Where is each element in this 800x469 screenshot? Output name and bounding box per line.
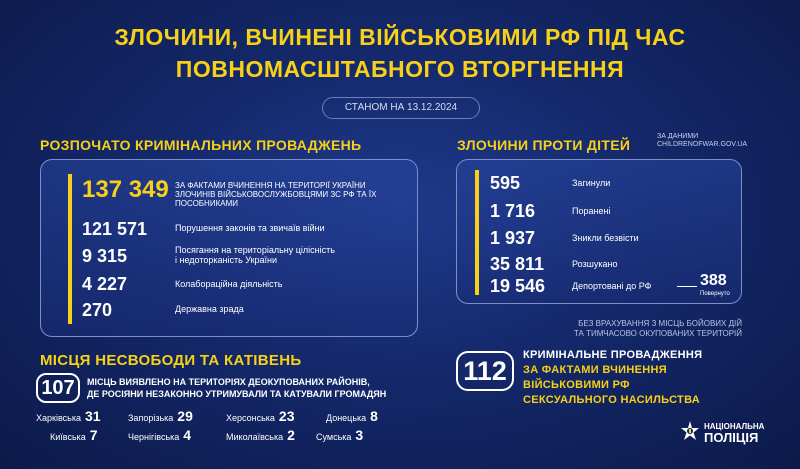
children-item-value: 1 937 (490, 228, 536, 248)
children-note-line1: БЕЗ ВРАХУВАННЯ З МІСЦЬ БОЙОВИХ ДІЙ (578, 319, 742, 328)
region-item (226, 408, 295, 424)
region-item (316, 427, 363, 443)
region-name: Київська (50, 432, 86, 442)
region-value: 31 (84, 408, 101, 424)
region-value: 29 (177, 408, 193, 424)
children-item-label: Розшукано (572, 259, 618, 269)
region-value: 3 (355, 427, 364, 443)
date-badge: СТАНОМ НА 13.12.2024 (322, 97, 480, 119)
logo-line2: ПОЛІЦІЯ (704, 430, 759, 445)
region-name: Донецька (326, 413, 367, 423)
region-name: Запорізька (128, 413, 174, 423)
region-item (36, 408, 101, 424)
returned-value: 388 (700, 272, 727, 289)
criminal-total-value: 137 349 (82, 176, 169, 203)
police-emblem-icon (680, 420, 700, 444)
region-name: Харківська (36, 413, 81, 423)
region-item (326, 408, 378, 424)
sexual-line2: ЗА ФАКТАМИ ВЧИНЕННЯ (523, 364, 667, 376)
criminal-bar (68, 174, 72, 324)
children-item-label: Поранені (572, 206, 611, 216)
region-item (226, 427, 295, 443)
children-source: ЗА ДАНИМИ CHILDRENOFWAR.GOV.UA (657, 133, 748, 148)
children-item-value: 35 811 (490, 254, 545, 274)
children-item-label: Зникли безвісти (572, 233, 639, 243)
region-name: Миколаївська (226, 432, 284, 442)
main-title-line2: ПОВНОМАСШТАБНОГО ВТОРГНЕННЯ (175, 56, 625, 82)
criminal-item-label: Державна зрада (175, 304, 244, 314)
places-text-line1: МІСЦЬ ВИЯВЛЕНО НА ТЕРИТОРІЯХ ДЕОКУПОВАНИХ РАЙОНІВ, (87, 377, 370, 387)
children-item-value: 19 546 (490, 276, 546, 296)
children-section-title: ЗЛОЧИНИ ПРОТИ ДІТЕЙ (457, 137, 631, 153)
criminal-item-label: Порушення законів та звичаїв війни (175, 223, 325, 233)
logo-line1: НАЦІОНАЛЬНА (704, 422, 765, 431)
criminal-item-value: 4 227 (82, 274, 128, 294)
sexual-line4: СЕКСУАЛЬНОГО НАСИЛЬСТВА (523, 394, 701, 406)
region-value: 23 (278, 408, 295, 424)
region-value: 4 (183, 427, 192, 443)
returned-label: Повернуто (700, 291, 730, 297)
children-bar (475, 170, 479, 295)
criminal-item-value: 121 571 (82, 219, 148, 239)
region-item (50, 427, 98, 443)
children-item-value: 1 716 (490, 201, 536, 221)
region-value: 8 (370, 408, 378, 424)
sexual-count-badge: 112 (456, 351, 514, 391)
children-item-value: 595 (490, 173, 521, 193)
criminal-section-title: РОЗПОЧАТО КРИМІНАЛЬНИХ ПРОВАДЖЕНЬ (40, 137, 362, 153)
main-title-line1: ЗЛОЧИНИ, ВЧИНЕНІ ВІЙСЬКОВИМИ РФ ПІД ЧАС (114, 24, 686, 50)
children-item-label: Загинули (572, 178, 611, 188)
sexual-line3: ВІЙСЬКОВИМИ РФ (523, 379, 630, 391)
children-note-line2: ТА ТИМЧАСОВО ОКУПОВАНИХ ТЕРИТОРІЙ (573, 329, 742, 338)
region-name: Херсонська (226, 413, 275, 423)
region-item (128, 427, 191, 443)
criminal-item-value: 9 315 (82, 246, 128, 266)
criminal-item-value: 270 (82, 300, 113, 320)
criminal-item-label: Посягання на територіальну цілісність і недоторканість України (175, 245, 335, 265)
region-value: 2 (287, 427, 295, 443)
places-text-line2: ДЕ РОСІЯНИ НЕЗАКОННО УТРИМУВАЛИ ТА КАТУВАЛИ ГРОМАДЯН (87, 389, 387, 399)
region-name: Сумська (316, 432, 352, 442)
region-value: 7 (89, 427, 98, 443)
sexual-line1: КРИМІНАЛЬНЕ ПРОВАДЖЕННЯ (523, 349, 703, 361)
region-name: Чернігівська (128, 432, 180, 442)
criminal-item-label: Колабораційна діяльність (175, 279, 283, 289)
children-item-label: Депортовані до РФ (572, 281, 652, 291)
places-section-title: МІСЦЯ НЕСВОБОДИ ТА КАТІВЕНЬ (40, 352, 302, 369)
criminal-total-label: ЗА ФАКТАМИ ВЧИНЕННЯ НА ТЕРИТОРІЇ УКРАЇНИ ЗЛОЧИНІВ ВІЙСЬКОВОСЛУЖБОВЦЯМИ ЗС РФ ТА ЇХ ПОСОБНИКАМИ (175, 181, 377, 208)
region-item (128, 408, 193, 424)
places-count-badge: 107 (36, 373, 80, 403)
returned-connector (677, 286, 697, 287)
